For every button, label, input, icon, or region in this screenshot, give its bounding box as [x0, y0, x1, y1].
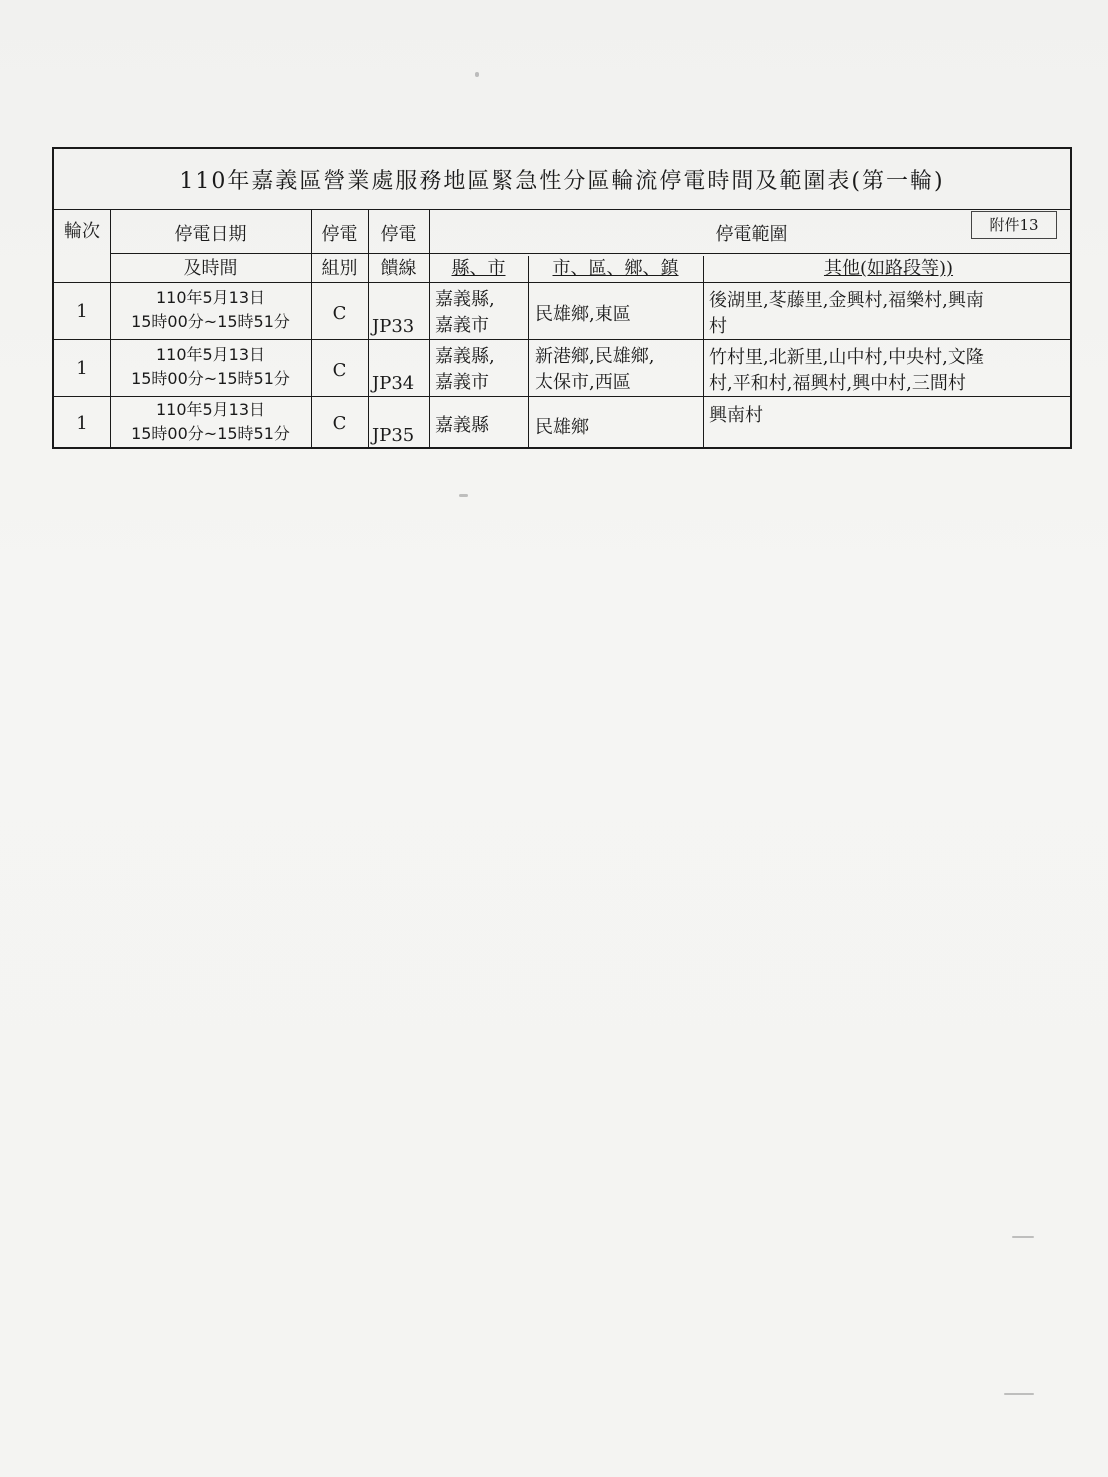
outage-schedule-table	[52, 147, 1072, 449]
header-district: 市、區、鄉、鎮	[552, 258, 679, 279]
row2-group: C	[332, 360, 347, 381]
row2-round: 1	[76, 358, 88, 379]
grid-line	[110, 253, 1070, 254]
paper-speck	[475, 72, 479, 77]
row1-date: 110年5月13日	[155, 288, 266, 307]
row2-county-1: 嘉義縣,	[435, 346, 495, 367]
row3-feeder: JP35	[372, 425, 415, 446]
row2-district-2: 太保市,西區	[535, 372, 631, 393]
row3-county-1: 嘉義縣	[435, 415, 489, 436]
row3-other-1: 興南村	[709, 405, 763, 426]
row3-date: 110年5月13日	[155, 400, 266, 419]
row1-district-1: 民雄鄉,東區	[535, 304, 631, 325]
row1-time: 15時00分~15時51分	[131, 312, 290, 331]
row1-county-1: 嘉義縣,	[435, 289, 495, 310]
row1-group: C	[332, 303, 347, 324]
row1-other-1: 後湖里,苳藤里,金興村,福樂村,興南	[709, 290, 984, 311]
paper-speck	[1004, 1393, 1034, 1395]
header-feeder: 停電	[380, 224, 417, 245]
row1-feeder: JP33	[372, 316, 415, 337]
row1-other-2: 村	[709, 316, 727, 337]
header-other: 其他(如路段等))	[823, 258, 954, 279]
header-feeder-2: 饋線	[380, 258, 417, 279]
row2-other-2: 村,平和村,福興村,興中村,三間村	[709, 373, 966, 394]
row2-date: 110年5月13日	[155, 345, 266, 364]
row1-county-2: 嘉義市	[435, 315, 489, 336]
row2-other-1: 竹村里,北新里,山中村,中央村,文隆	[709, 347, 984, 368]
document-title: 110年嘉義區營業處服務地區緊急性分區輪流停電時間及範圍表(第一輪)	[54, 149, 1070, 210]
grid-line	[528, 256, 529, 447]
header-county: 縣、市	[451, 258, 506, 279]
row3-time: 15時00分~15時51分	[131, 424, 290, 443]
header-round: 輪次	[64, 221, 100, 242]
grid-line	[54, 282, 1070, 283]
row3-district-1: 民雄鄉	[535, 417, 589, 438]
row2-county-2: 嘉義市	[435, 372, 489, 393]
header-scope: 停電範圍	[715, 224, 788, 245]
grid-line	[54, 339, 1070, 340]
row3-group: C	[332, 413, 347, 434]
grid-line	[703, 256, 704, 447]
header-group: 停電	[321, 224, 358, 245]
header-group-2: 組別	[321, 258, 358, 279]
header-datetime-2: 及時間	[183, 258, 238, 279]
row1-round: 1	[76, 301, 88, 322]
row2-feeder: JP34	[372, 373, 415, 394]
paper-speck	[459, 494, 468, 497]
header-datetime: 停電日期	[174, 224, 247, 245]
row2-time: 15時00分~15時51分	[131, 369, 290, 388]
row2-district-1: 新港鄉,民雄鄉,	[535, 346, 655, 367]
row3-round: 1	[76, 413, 88, 434]
paper-speck	[1012, 1236, 1034, 1238]
attachment-label: 附件13	[971, 211, 1057, 239]
